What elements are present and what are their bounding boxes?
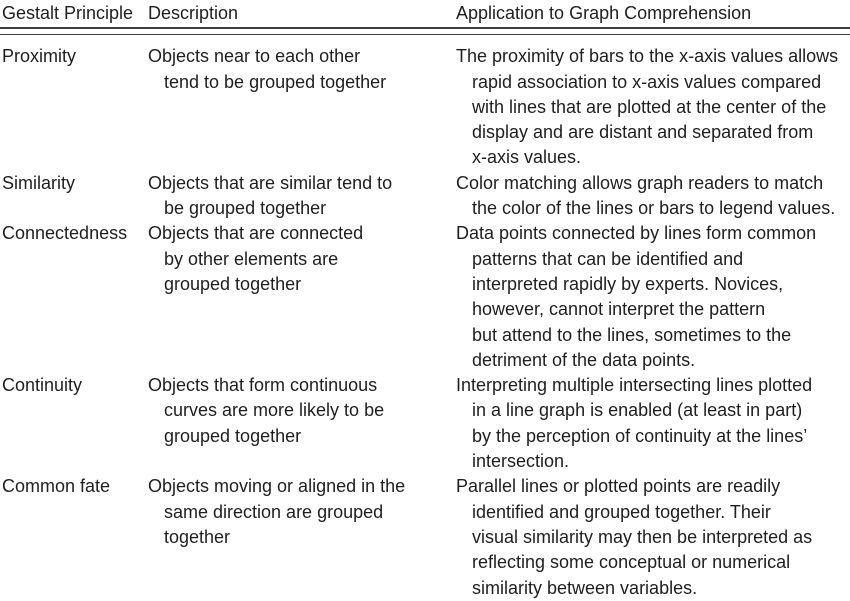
- description-cell: Objects near to each other tend to be grouped together: [148, 46, 387, 92]
- header-application: Application to Graph Comprehension: [456, 3, 752, 23]
- application-cell: The proximity of bars to the x-axis values allows rapid association to x-axis values compared with lines that are plotted at the center of the display and are distant and separated from x-axis values.: [456, 46, 839, 168]
- table-row-connectedness: [0, 221, 850, 373]
- header-gestalt-principle: Gestalt Principle: [2, 3, 134, 23]
- header-divider-double-rule: [0, 27, 850, 35]
- application-cell: Interpreting multiple intersecting lines plotted in a line graph is enabled (at least in part) by the perception of continuity at the lines’ intersection.: [456, 375, 813, 472]
- table-row-similarity: [0, 171, 850, 222]
- application-cell: Color matching allows graph readers to match the color of the lines or bars to legend values.: [456, 172, 836, 219]
- principle-label: Proximity: [2, 46, 77, 67]
- principle-label: Common fate: [2, 476, 111, 497]
- table-row-proximity: [0, 44, 850, 170]
- principle-label: Continuity: [2, 375, 83, 396]
- description-cell: Objects moving or aligned in the same direction are grouped together: [148, 476, 406, 547]
- header-description: Description: [148, 3, 239, 23]
- table-body: [0, 35, 850, 601]
- description-cell: Objects that form continuous curves are more likely to be grouped together: [148, 375, 385, 446]
- table-row-continuity: [0, 373, 850, 474]
- application-cell: Parallel lines or plotted points are readily identified and grouped together. Their visual similarity may then be interpreted as reflecting some conceptual or numerical similarity between variables.: [456, 476, 813, 598]
- application-cell: Data points connected by lines form common patterns that can be identified and interpreted rapidly by experts. Novices, however, cannot interpret the pattern but attend to the lines, sometimes to the detriment of the data points.: [456, 223, 817, 370]
- principle-label: Similarity: [2, 172, 76, 193]
- description-cell: Objects that are similar tend to be grouped together: [148, 172, 393, 219]
- description-cell: Objects that are connected by other elements are grouped together: [148, 223, 364, 294]
- table-header-row: [0, 0, 850, 26]
- principle-label: Connectedness: [2, 223, 128, 244]
- table-row-common-fate: [0, 474, 850, 600]
